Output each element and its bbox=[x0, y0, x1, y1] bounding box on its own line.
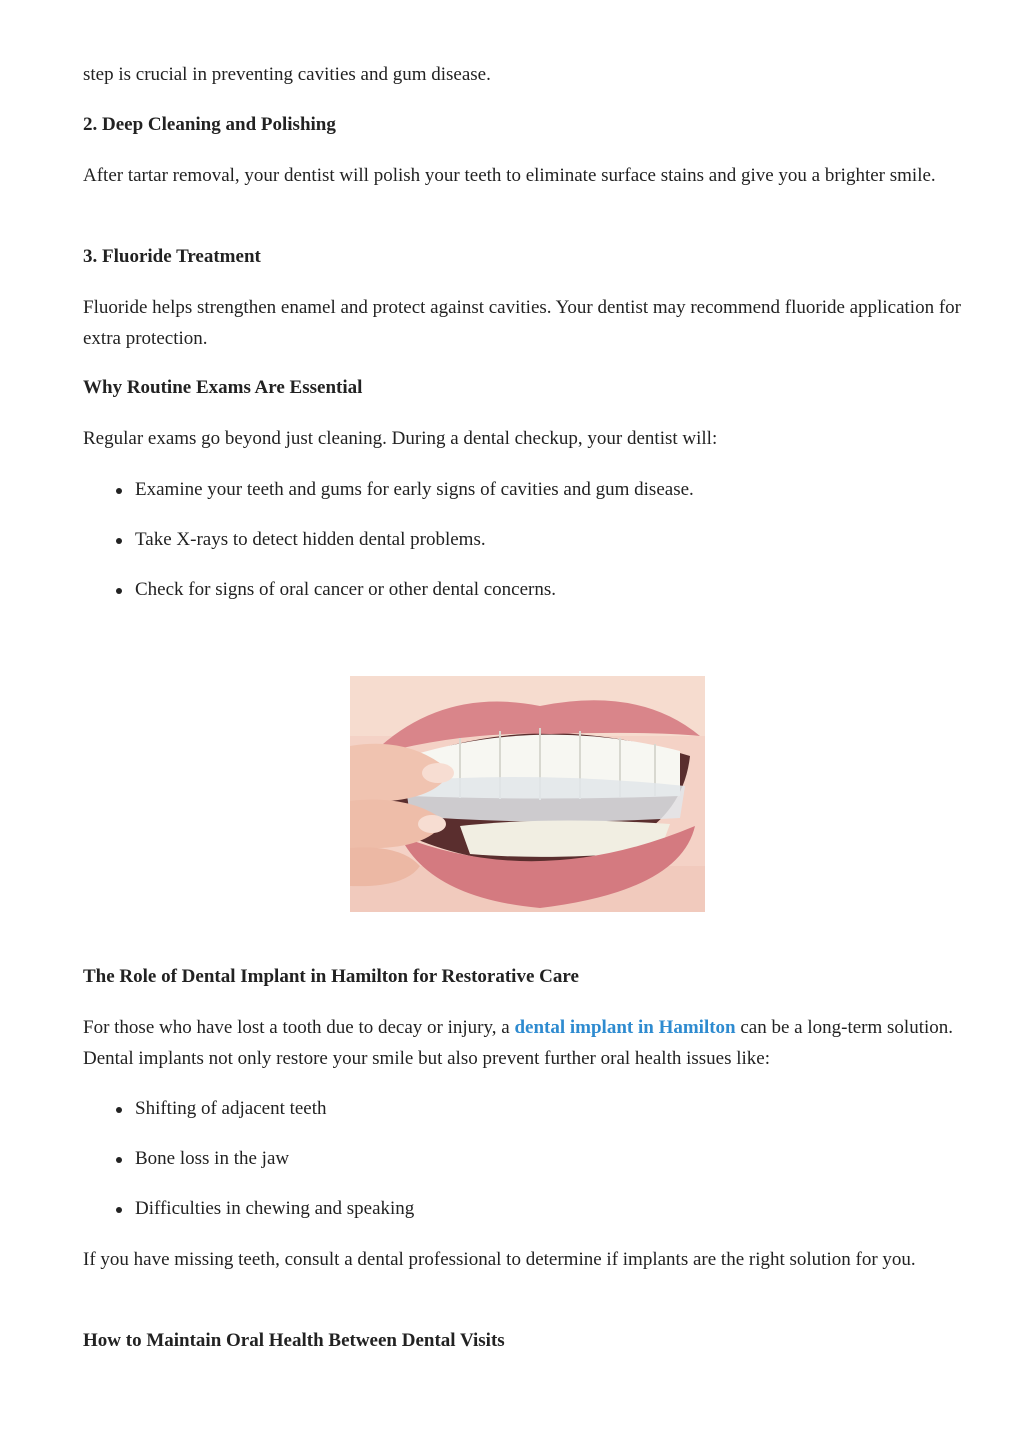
dental-implant-link[interactable]: dental implant in Hamilton bbox=[514, 1017, 736, 1038]
list-item: Check for signs of oral cancer or other dental concerns. bbox=[135, 579, 556, 600]
intro-tail-text: step is crucial in preventing cavities and gum disease. bbox=[83, 64, 491, 85]
fluoride-text: Fluoride helps strengthen enamel and protect against cavities. Your dentist may recommend fluoride application for extra protection. bbox=[83, 297, 961, 349]
deep-cleaning-text: After tartar removal, your dentist will polish your teeth to eliminate surface stains and give you a brighter smile. bbox=[83, 165, 936, 186]
heading-fluoride: 3. Fluoride Treatment bbox=[83, 246, 261, 267]
list-item: Difficulties in chewing and speaking bbox=[135, 1198, 415, 1219]
implant-closing-text: If you have missing teeth, consult a dental professional to determine if implants are the right solution for you. bbox=[83, 1249, 916, 1270]
heading-maintain-oral-health: How to Maintain Oral Health Between Dental Visits bbox=[83, 1330, 505, 1351]
dental-implant-text bbox=[83, 1012, 963, 1074]
list-item: Take X-rays to detect hidden dental problems. bbox=[135, 529, 486, 550]
routine-exams-intro: Regular exams go beyond just cleaning. During a dental checkup, your dentist will: bbox=[83, 428, 718, 449]
list-item: Shifting of adjacent teeth bbox=[135, 1098, 327, 1119]
implant-text-after: can be a long-term solution. Dental implants not only restore your smile but also prevent further oral health issues like: bbox=[83, 1017, 954, 1069]
implant-text-before: For those who have lost a tooth due to decay or injury, a bbox=[83, 1017, 515, 1038]
heading-routine-exams: Why Routine Exams Are Essential bbox=[83, 377, 363, 398]
heading-deep-cleaning: 2. Deep Cleaning and Polishing bbox=[83, 114, 336, 135]
list-item: Examine your teeth and gums for early signs of cavities and gum disease. bbox=[135, 479, 694, 500]
list-item: Bone loss in the jaw bbox=[135, 1148, 290, 1169]
heading-dental-implant: The Role of Dental Implant in Hamilton for Restorative Care bbox=[83, 966, 579, 987]
clear-aligner-photo bbox=[350, 676, 705, 912]
